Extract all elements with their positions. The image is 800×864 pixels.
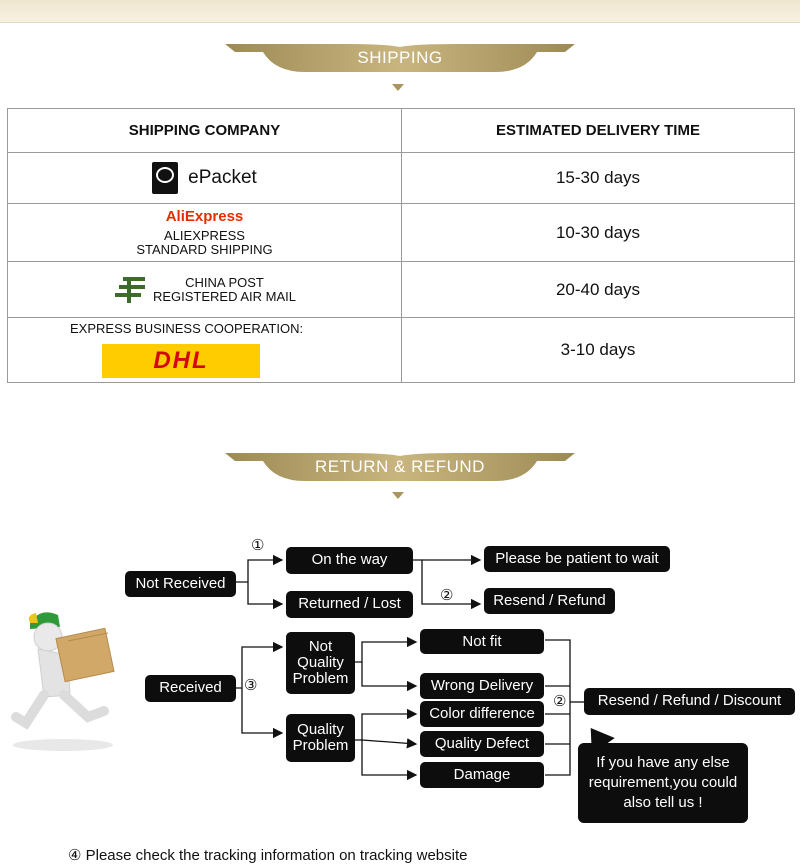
epacket-company bbox=[8, 162, 401, 194]
not-quality-line3: Problem bbox=[292, 670, 349, 687]
step-2-marker: ② bbox=[440, 587, 454, 604]
chinapost-line2: REGISTERED AIR MAIL bbox=[152, 288, 297, 304]
refund-ribbon bbox=[225, 451, 575, 491]
bubble-line3: also tell us ! bbox=[623, 794, 703, 811]
dhl-logo bbox=[102, 344, 260, 378]
requirement-bubble bbox=[578, 743, 748, 823]
epacket-label: ePacket bbox=[188, 167, 257, 188]
table-row bbox=[8, 153, 795, 204]
aliexpress-line1: ALIEXPRESS bbox=[164, 227, 245, 243]
damage-box: Damage bbox=[420, 762, 544, 788]
shipping-arrow bbox=[392, 84, 404, 91]
not-quality-line2: Quality bbox=[297, 654, 344, 671]
not-quality-problem-box bbox=[286, 632, 355, 694]
step-3-marker: ③ bbox=[244, 677, 258, 694]
chinapost-logo-icon bbox=[113, 275, 147, 305]
not-fit-box: Not fit bbox=[420, 629, 544, 654]
express-coop-label: EXPRESS BUSINESS COOPERATION: bbox=[70, 321, 304, 336]
not-received-box: Not Received bbox=[125, 571, 236, 597]
be-patient-box: Please be patient to wait bbox=[484, 546, 670, 572]
courier-figure-icon bbox=[8, 605, 128, 755]
tracking-footnote: ④ Please check the tracking information on tracking website bbox=[68, 847, 468, 864]
company-cell bbox=[8, 204, 402, 262]
returned-lost-box: Returned / Lost bbox=[286, 591, 413, 618]
color-difference-box: Color difference bbox=[420, 701, 544, 727]
table-row bbox=[8, 318, 795, 383]
dhl-logo-text: DHL bbox=[153, 347, 209, 374]
company-cell bbox=[8, 153, 402, 204]
company-cell bbox=[8, 318, 402, 383]
table-row bbox=[8, 262, 795, 318]
quality-problem-box bbox=[286, 714, 355, 762]
aliexpress-line2: STANDARD SHIPPING bbox=[136, 241, 273, 257]
chinapost-text bbox=[153, 276, 296, 304]
step-1-marker: ① bbox=[251, 537, 265, 554]
refund-arrow bbox=[392, 492, 404, 499]
refund-title: RETURN & REFUND bbox=[315, 457, 485, 476]
time-cell: 20-40 days bbox=[402, 262, 795, 318]
table-row bbox=[8, 204, 795, 262]
quality-line1: Quality bbox=[297, 721, 344, 738]
col-company-header: SHIPPING COMPANY bbox=[8, 109, 402, 153]
time-cell: 15-30 days bbox=[402, 153, 795, 204]
quality-line2: Problem bbox=[292, 737, 349, 754]
shipping-table bbox=[7, 108, 795, 383]
bubble-line2: requirement,you could bbox=[588, 774, 738, 791]
time-cell: 10-30 days bbox=[402, 204, 795, 262]
resend-refund-box: Resend / Refund bbox=[484, 588, 615, 614]
not-quality-line1: Not bbox=[308, 638, 333, 655]
bubble-line1: If you have any else bbox=[596, 754, 730, 771]
received-box: Received bbox=[145, 675, 236, 702]
company-cell bbox=[8, 262, 402, 318]
shipping-title: SHIPPING bbox=[357, 48, 443, 67]
on-the-way-box: On the way bbox=[286, 547, 413, 574]
resend-refund-discount-box: Resend / Refund / Discount bbox=[584, 688, 795, 715]
time-cell: 3-10 days bbox=[402, 318, 795, 383]
quality-defect-box: Quality Defect bbox=[420, 731, 544, 757]
aliexpress-logo: AliExpress bbox=[165, 207, 244, 225]
step-2-marker: ② bbox=[553, 693, 567, 710]
col-time-header: ESTIMATED DELIVERY TIME bbox=[402, 109, 795, 153]
top-band bbox=[0, 0, 800, 23]
epacket-logo-icon bbox=[152, 162, 178, 194]
chinapost-line1: CHINA POST bbox=[185, 274, 264, 290]
table-header-row bbox=[8, 109, 795, 153]
chinapost-company bbox=[8, 275, 401, 305]
shipping-ribbon bbox=[225, 42, 575, 82]
wrong-delivery-box: Wrong Delivery bbox=[420, 673, 544, 699]
